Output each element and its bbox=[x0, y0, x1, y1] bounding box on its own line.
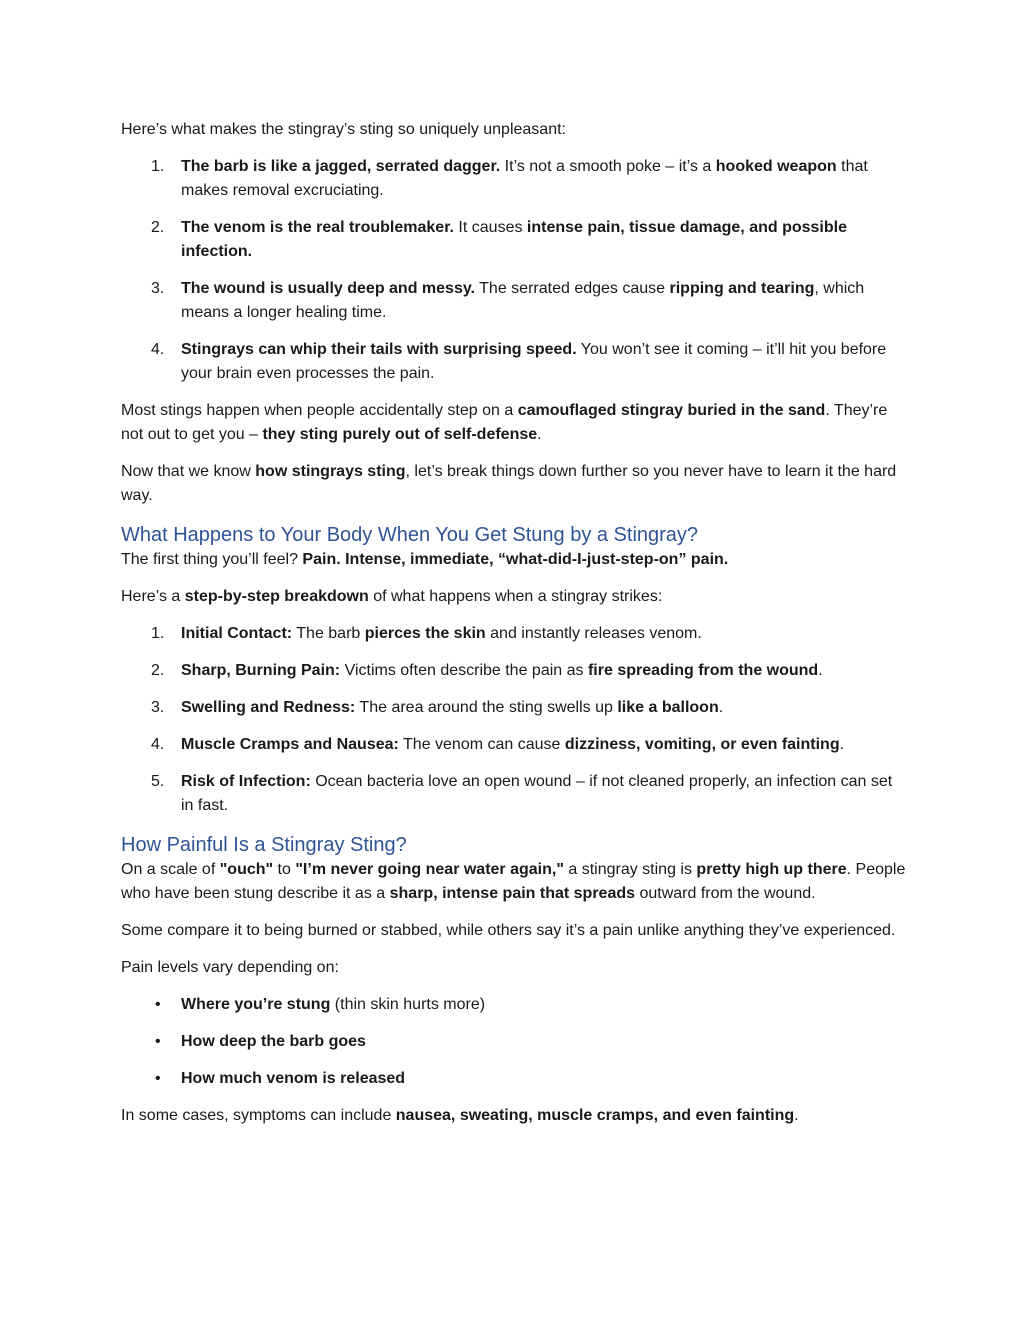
bullet-icon: • bbox=[155, 996, 161, 1013]
list-item: • Where you’re stung (thin skin hurts more) bbox=[121, 993, 906, 1017]
list-item: 1. The barb is like a jagged, serrated dagger. It’s not a smooth poke – it’s a hooked weapon that makes removal excruciating. bbox=[151, 158, 868, 199]
sting-stages-list bbox=[121, 622, 906, 818]
sting-features-list bbox=[121, 155, 906, 386]
list-item: 2. The venom is the real troublemaker. It causes intense pain, tissue damage, and possible infection. bbox=[151, 219, 847, 260]
first-feel-paragraph: The first thing you’ll feel? Pain. Intense, immediate, “what-did-I-just-step-on” pain. bbox=[121, 551, 729, 568]
list-item: 2. Sharp, Burning Pain: Victims often describe the pain as fire spreading from the wound. bbox=[151, 662, 823, 679]
list-item: 4. Muscle Cramps and Nausea: The venom can cause dizziness, vomiting, or even fainting. bbox=[151, 736, 845, 753]
list-item: 5. Risk of Infection: Ocean bacteria love an open wound – if not cleaned properly, an infection can set in fast. bbox=[151, 773, 893, 814]
pain-factors-list bbox=[121, 993, 906, 1091]
document-page bbox=[121, 118, 906, 1141]
stings-happen-paragraph: Most stings happen when people accidentally step on a camouflaged stingray buried in the sand. They’re not out to get you – they sting purely out of self-defense. bbox=[121, 402, 888, 443]
section-heading-body-effects: What Happens to Your Body When You Get Stung by a Stingray? bbox=[121, 524, 699, 546]
intro-paragraph: Here’s what makes the stingray’s sting so uniquely unpleasant: bbox=[121, 121, 566, 138]
list-item: • How much venom is released bbox=[121, 1067, 906, 1091]
list-item: 3. The wound is usually deep and messy. The serrated edges cause ripping and tearing, which means a longer healing time. bbox=[151, 280, 865, 321]
section-heading-pain: How Painful Is a Stingray Sting? bbox=[121, 834, 407, 856]
symptoms-paragraph: In some cases, symptoms can include nausea, sweating, muscle cramps, and even fainting. bbox=[121, 1107, 799, 1124]
list-item: 3. Swelling and Redness: The area around the sting swells up like a balloon. bbox=[151, 699, 724, 716]
pain-levels-paragraph: Pain levels vary depending on: bbox=[121, 959, 339, 976]
breakdown-intro-paragraph: Here’s a step-by-step breakdown of what happens when a stingray strikes: bbox=[121, 588, 663, 605]
list-item: 1. Initial Contact: The barb pierces the skin and instantly releases venom. bbox=[151, 625, 702, 642]
bullet-icon: • bbox=[155, 1033, 161, 1050]
pain-scale-paragraph: On a scale of "ouch" to "I’m never going near water again," a stingray sting is pretty high up there. People who have been stung describe it as a sharp, intense pain that spreads outward from the wound. bbox=[121, 861, 906, 902]
transition-paragraph: Now that we know how stingrays sting, let’s break things down further so you never have to learn it the hard way. bbox=[121, 463, 897, 504]
list-item: • How deep the barb goes bbox=[121, 1030, 906, 1054]
bullet-icon: • bbox=[155, 1070, 161, 1087]
list-item: 4. Stingrays can whip their tails with surprising speed. You won’t see it coming – it’ll hit you before your brain even processes the pain. bbox=[151, 341, 887, 382]
comparison-paragraph: Some compare it to being burned or stabbed, while others say it’s a pain unlike anything they’ve experienced. bbox=[121, 922, 896, 939]
